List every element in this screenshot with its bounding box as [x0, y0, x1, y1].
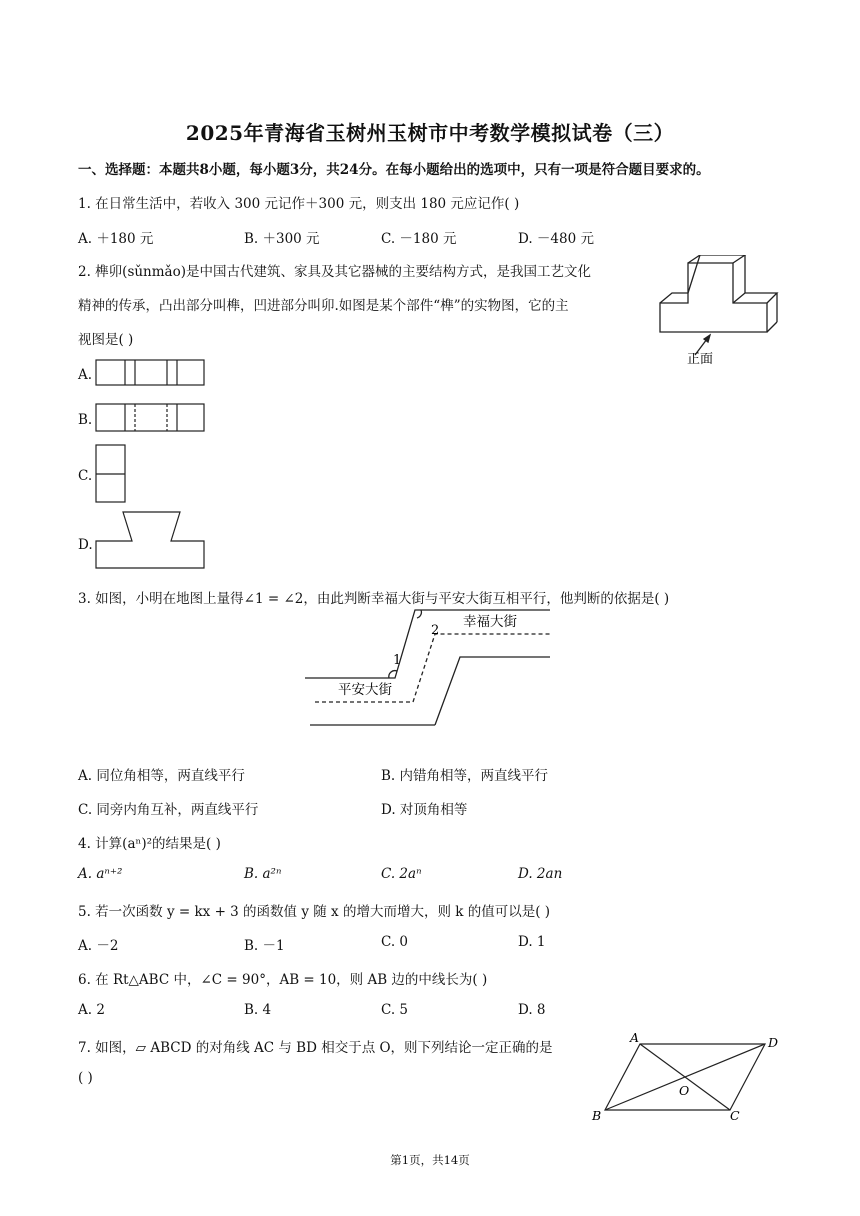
q1-option-a: A. ＋180 元 — [78, 231, 154, 247]
q4-stem: 4. 计算(aⁿ)²的结果是( ) — [78, 836, 221, 852]
q3-street-map — [300, 600, 560, 730]
q1-option-b: B. ＋300 元 — [244, 231, 320, 247]
q7-line1: 7. 如图，▱ ABCD 的对角线 AC 与 BD 相交于点 O，则下列结论一定正确的是 — [78, 1040, 553, 1056]
q2-option-b: B. — [78, 412, 93, 428]
q4-option-a: A. aⁿ⁺² — [78, 866, 123, 882]
tenon-3d-figure — [655, 255, 785, 373]
q5-stem: 5. 若一次函数 y = kx + 3 的函数值 y 随 x 的增大而增大，则 k 的值可以是( ) — [78, 904, 551, 920]
q5-option-b: B. －1 — [244, 938, 285, 954]
q5-option-d: D. 1 — [518, 934, 546, 950]
q2-option-a: A. — [78, 367, 93, 383]
q1-option-d: D. －480 元 — [518, 231, 594, 247]
q2-line1: 2. 榫卯(sǔnmǎo)是中国古代建筑、家具及其它器械的主要结构方式，是我国工艺文化 — [78, 264, 591, 280]
q2-option-d: D. — [78, 537, 93, 553]
front-view-label: 正面 — [687, 352, 714, 367]
q5-option-c: C. 0 — [381, 934, 409, 950]
q3-option-d: D. 对顶角相等 — [381, 802, 468, 818]
vertex-a-label: A — [630, 1030, 640, 1045]
q3-option-b: B. 内错角相等，两直线平行 — [381, 768, 549, 784]
q7-parallelogram-figure — [590, 1030, 790, 1130]
vertex-c-label: C — [730, 1108, 740, 1123]
q2-option-a-figure — [95, 359, 207, 387]
q6-option-c: C. 5 — [381, 1002, 409, 1018]
page-footer: 第1页，共14页 — [390, 1153, 470, 1167]
page-title: 2025年青海省玉树州玉树市中考数学模拟试卷（三） — [185, 121, 675, 145]
q2-option-c-figure — [95, 444, 127, 504]
angle-1-label: 1 — [393, 653, 402, 668]
angle-2-label: 2 — [431, 623, 440, 638]
point-o-label: O — [679, 1083, 690, 1098]
q4-option-b: B. a²ⁿ — [244, 866, 282, 882]
q1-option-c: C. －180 元 — [381, 231, 457, 247]
q6-stem: 6. 在 Rt△ABC 中，∠C = 90°，AB = 10，则 AB 边的中线长为( ) — [78, 972, 488, 988]
q2-option-d-figure — [95, 511, 207, 571]
vertex-d-label: D — [768, 1035, 779, 1050]
street-pingan-label: 平安大街 — [338, 682, 392, 698]
q1-stem: 1. 在日常生活中，若收入 300 元记作＋300 元，则支出 180 元应记作( ) — [78, 196, 520, 212]
q6-option-b: B. 4 — [244, 1002, 272, 1018]
q2-line3: 视图是( ) — [78, 332, 134, 348]
q5-option-a: A. －2 — [78, 938, 119, 954]
q2-option-c: C. — [78, 468, 93, 484]
q6-option-d: D. 8 — [518, 1002, 546, 1018]
section-heading: 一、选择题：本题共8小题，每小题3分，共24分。在每小题给出的选项中，只有一项是符合题目要求的。 — [78, 162, 710, 178]
q7-line2: ( ) — [78, 1070, 93, 1086]
q3-option-c: C. 同旁内角互补，两直线平行 — [78, 802, 259, 818]
street-xingfu-label: 幸福大街 — [463, 614, 517, 630]
q3-option-a: A. 同位角相等，两直线平行 — [78, 768, 245, 784]
q6-option-a: A. 2 — [78, 1002, 105, 1018]
q4-option-d: D. 2an — [518, 866, 563, 882]
vertex-b-label: B — [592, 1108, 602, 1123]
q3-stem: 3. 如图，小明在地图上量得∠1 = ∠2，由此判断幸福大街与平安大街互相平行，他判断的依据是( ) — [78, 591, 670, 607]
q4-option-c: C. 2aⁿ — [381, 866, 422, 882]
q2-option-b-figure — [95, 403, 207, 433]
q2-line2: 精神的传承，凸出部分叫榫，凹进部分叫卯.如图是某个部件“榫”的实物图，它的主 — [78, 298, 569, 314]
